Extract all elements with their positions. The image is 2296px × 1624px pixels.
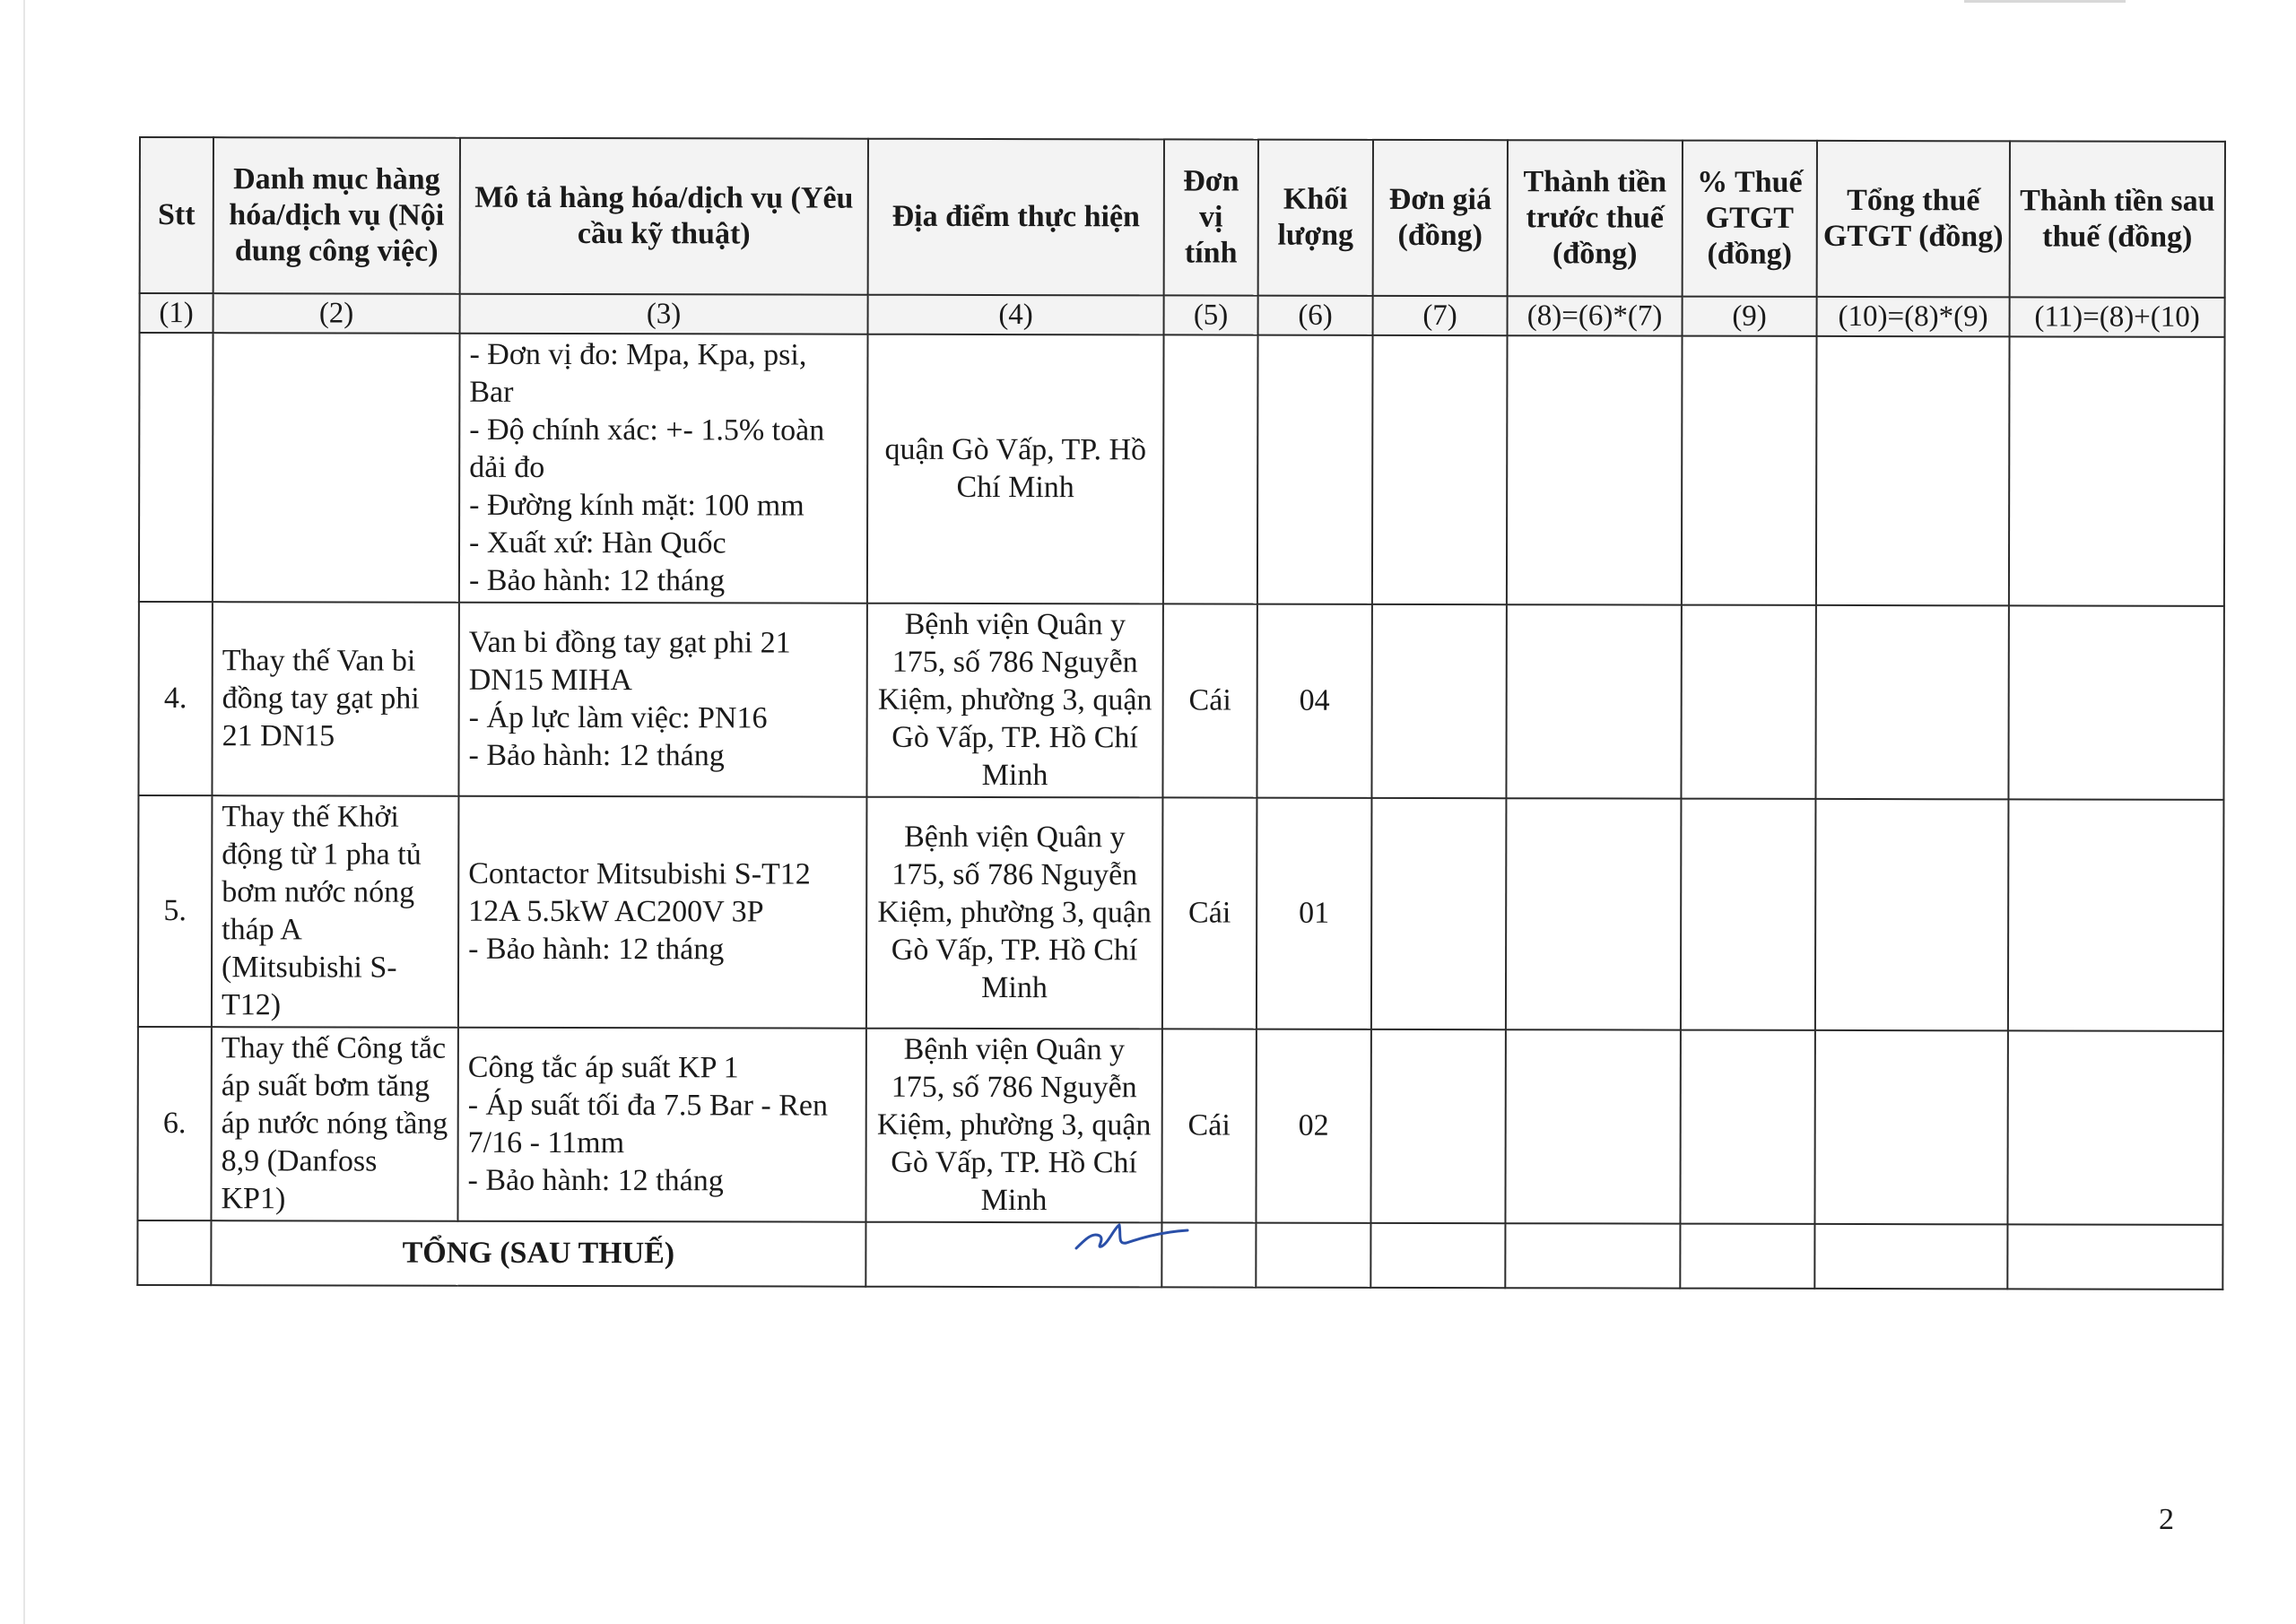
- header-unit-price: Đơn giá (đồng): [1373, 140, 1508, 296]
- row-vat-total: [1815, 799, 2009, 1030]
- row-quantity: 02: [1256, 1029, 1370, 1223]
- row-location: quận Gò Vấp, TP. Hồ Chí Minh: [867, 334, 1164, 604]
- table-row: [138, 602, 2223, 800]
- column-number: (3): [460, 294, 868, 334]
- row-unit-price: [1371, 604, 1506, 798]
- table-row: [139, 333, 2225, 606]
- row-item: [213, 333, 460, 603]
- header-row: [140, 137, 2225, 298]
- page-edge: [23, 0, 25, 1624]
- column-number: (5): [1164, 295, 1258, 334]
- page-number: 2: [2159, 1503, 2174, 1536]
- total-pre-tax-cell: [1505, 1223, 1680, 1288]
- row-unit: Cái: [1162, 797, 1257, 1029]
- header-stt: Stt: [140, 137, 213, 293]
- row-pre-tax: [1507, 335, 1683, 604]
- scan-mark: [1964, 0, 2126, 3]
- row-quantity: 01: [1257, 798, 1372, 1029]
- column-number: (9): [1683, 297, 1817, 336]
- row-unit: Cái: [1161, 1029, 1256, 1222]
- row-location: Bệnh viện Quân y 175, số 786 Nguyễn Kiệm, phường 3, quận Gò Vấp, TP. Hồ Chí Minh: [866, 797, 1163, 1029]
- header-item: Danh mục hàng hóa/dịch vụ (Nội dung công việc): [213, 137, 460, 294]
- row-unit-price: [1370, 1029, 1505, 1223]
- goods-table: [136, 136, 2226, 1290]
- row-unit-price: [1371, 798, 1507, 1029]
- column-number-row: [140, 293, 2225, 337]
- row-item: Thay thế Khởi động từ 1 pha tủ bơm nước nóng tháp A (Mitsubishi S-T12): [212, 795, 459, 1028]
- row-unit: [1163, 334, 1258, 604]
- header-unit: Đơn vị tính: [1164, 139, 1258, 295]
- row-vat-rate: [1682, 336, 1817, 605]
- header-location: Địa điểm thực hiện: [868, 139, 1164, 296]
- column-number: (4): [868, 295, 1164, 335]
- row-pre-tax: [1506, 604, 1681, 798]
- signature-initials: [1073, 1212, 1198, 1257]
- row-item: Thay thế Công tắc áp suất bơm tăng áp nước nóng tầng 8,9 (Danfoss KP1): [211, 1027, 457, 1221]
- row-vat-total: [1816, 336, 2010, 605]
- column-number: (7): [1373, 296, 1508, 335]
- total-vat-total-cell: [1814, 1224, 2007, 1289]
- row-description: - Đơn vị đo: Mpa, Kpa, psi, Bar - Độ chính xác: +- 1.5% toàn dải đo - Đường kính mặt: 100 mm - Xuất xứ: Hàn Quốc - Bảo hành: 12 tháng: [459, 334, 868, 604]
- column-number: (1): [140, 293, 213, 333]
- row-vat-total: [1815, 605, 2008, 799]
- row-quantity: [1257, 335, 1373, 604]
- header-quantity: Khối lượng: [1258, 140, 1373, 296]
- column-number: (10)=(8)*(9): [1817, 297, 2010, 336]
- total-label: TỔNG (SAU THUẾ): [211, 1220, 865, 1287]
- row-quantity: 04: [1257, 604, 1371, 798]
- row-unit: Cái: [1162, 604, 1257, 797]
- column-number: (6): [1258, 296, 1373, 335]
- row-vat-total: [1814, 1030, 2007, 1224]
- row-location: Bệnh viện Quân y 175, số 786 Nguyễn Kiệm, phường 3, quận Gò Vấp, TP. Hồ Chí Minh: [866, 604, 1162, 798]
- row-after-tax: [2007, 1030, 2222, 1225]
- total-stt-cell: [137, 1220, 211, 1285]
- row-item: Thay thế Van bi đồng tay gạt phi 21 DN15: [212, 602, 458, 796]
- header-after-tax: Thành tiền sau thuế (đồng): [2010, 141, 2225, 298]
- total-quantity-cell: [1256, 1223, 1370, 1288]
- header-vat-rate: % Thuế GTGT (đồng): [1683, 141, 1817, 297]
- table-row: [138, 795, 2224, 1031]
- row-after-tax: [2008, 605, 2223, 800]
- row-stt: 6.: [137, 1027, 211, 1220]
- header-vat-total: Tổng thuế GTGT (đồng): [1817, 141, 2010, 297]
- row-pre-tax: [1505, 1029, 1680, 1223]
- total-vat-rate-cell: [1680, 1224, 1814, 1289]
- header-pre-tax: Thành tiền trước thuế (đồng): [1508, 140, 1683, 296]
- row-description: Công tắc áp suất KP 1 - Áp suất tối đa 7.5 Bar - Ren 7/16 - 11mm - Bảo hành: 12 tháng: [457, 1028, 865, 1222]
- row-description: Van bi đồng tay gạt phi 21 DN15 MIHA - Áp lực làm việc: PN16 - Bảo hành: 12 tháng: [458, 603, 866, 797]
- total-after-tax-cell: [2007, 1224, 2222, 1290]
- row-stt: 5.: [138, 795, 213, 1027]
- row-vat-rate: [1680, 1030, 1814, 1224]
- row-location: Bệnh viện Quân y 175, số 786 Nguyễn Kiệm, phường 3, quận Gò Vấp, TP. Hồ Chí Minh: [865, 1029, 1161, 1223]
- row-unit-price: [1372, 335, 1508, 604]
- row-vat-rate: [1681, 605, 1815, 799]
- row-pre-tax: [1506, 798, 1682, 1029]
- column-number: (8)=(6)*(7): [1508, 296, 1683, 335]
- row-stt: 4.: [138, 602, 212, 795]
- row-vat-rate: [1681, 799, 1816, 1030]
- total-unit-price-cell: [1370, 1223, 1505, 1288]
- column-number: (11)=(8)+(10): [2010, 297, 2225, 337]
- column-number: (2): [213, 293, 460, 334]
- row-description: Contactor Mitsubishi S-T12 12A 5.5kW AC200V 3P - Bảo hành: 12 tháng: [458, 796, 867, 1029]
- row-after-tax: [2008, 799, 2224, 1031]
- row-after-tax: [2009, 336, 2225, 606]
- table-row: [137, 1027, 2222, 1225]
- row-stt: [139, 333, 213, 602]
- header-description: Mô tả hàng hóa/dịch vụ (Yêu cầu kỹ thuật): [460, 138, 868, 295]
